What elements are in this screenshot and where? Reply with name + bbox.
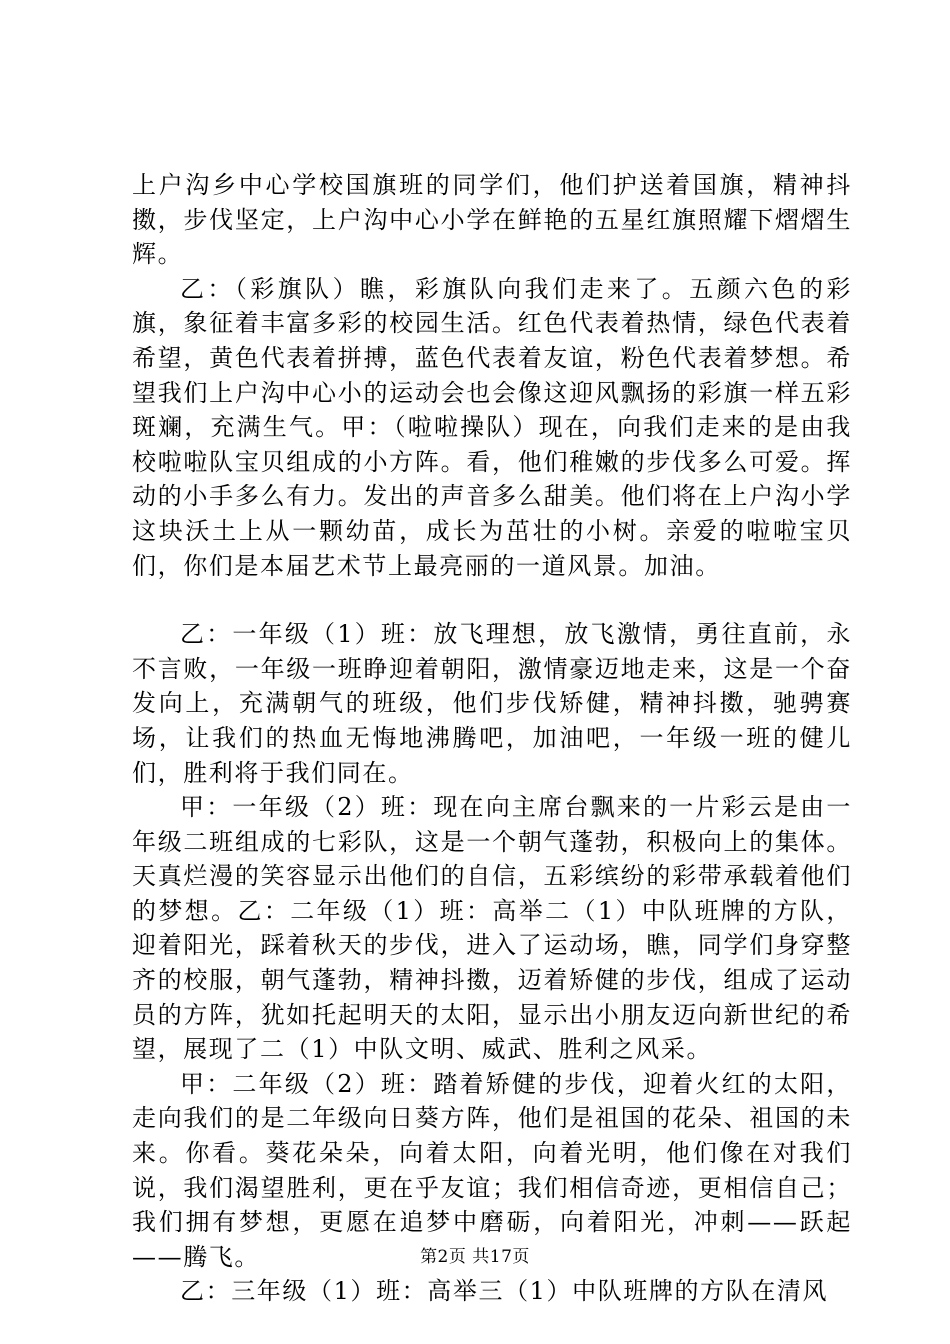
paragraph: 甲：一年级（2）班：现在向主席台飘来的一片彩云是由一年级二班组成的七彩队，这是一个朝气蓬勃，积极向上的集体。天真烂漫的笑容显示出他们的自信，五彩缤纷的彩带承载着他们的梦想。乙：二年级（1）班：高举二（1）中队班牌的方队，迎着阳光，踩着秋天的步伐，进入了运动场，瞧，同学们身穿整齐的校服，朝气蓬勃，精神抖擞，迈着矫健的步伐，组成了运动员的方阵，犹如托起明天的太阳，显示出小朋友迈向新世纪的希望，展现了二（1）中队文明、威武、胜利之风采。 bbox=[132, 793, 852, 1064]
paragraph: 乙：一年级（1）班：放飞理想，放飞激情，勇往直前，永不言败，一年级一班睁迎着朝阳，激情豪迈地走来，这是一个奋发向上，充满朝气的班级，他们步伐矫健，精神抖擞，驰骋赛场，让我们的热血无悔地沸腾吧，加油吧，一年级一班的健儿们，胜利将于我们同在。 bbox=[132, 620, 852, 787]
paragraph: 乙：三年级（1）班：高举三（1）中队班牌的方队在清风 bbox=[180, 1277, 829, 1306]
paragraph: 乙：（彩旗队）瞧，彩旗队向我们走来了。五颜六色的彩旗，象征着丰富多彩的校园生活。红色代表着热情，绿色代表着希望，黄色代表着拼搏，蓝色代表着友谊，粉色代表着梦想。希望我们上户沟中心小的运动会也会像这迎风飘扬的彩旗一样五彩斑斓，充满生气。甲：（啦啦操队）现在，向我们走来的是由我校啦啦队宝贝组成的小方阵。看，他们稚嫩的步伐多么可爱。挥动的小手多么有力。发出的声音多么甜美。他们将在上户沟小学这块沃土上从一颗幼苗，成长为茁壮的小树。亲爱的啦啦宝贝们，你们是本届艺术节上最亮丽的一道风景。加油。 bbox=[132, 274, 852, 580]
page-number-footer: 第2页 共17页 bbox=[420, 1247, 530, 1267]
document-body bbox=[132, 168, 852, 1309]
paragraph: 甲：二年级（2）班：踏着矫健的步伐，迎着火红的太阳，走向我们的是二年级向日葵方阵，他们是祖国的花朵、祖国的未来。你看。葵花朵朵，向着太阳，向着光明，他们像在对我们说，我们渴望胜利，更在乎友谊；我们相信奇迹，更相信自己；我们拥有梦想，更愿在追梦中磨砺，向着阳光，冲刺——跃起——腾飞。 bbox=[132, 1069, 852, 1271]
paragraph: 上户沟乡中心学校国旗班的同学们，他们护送着国旗，精神抖擞，步伐坚定，上户沟中心小学在鲜艳的五星红旗照耀下熠熠生辉。 bbox=[132, 171, 852, 269]
paragraph-gap bbox=[132, 583, 852, 617]
